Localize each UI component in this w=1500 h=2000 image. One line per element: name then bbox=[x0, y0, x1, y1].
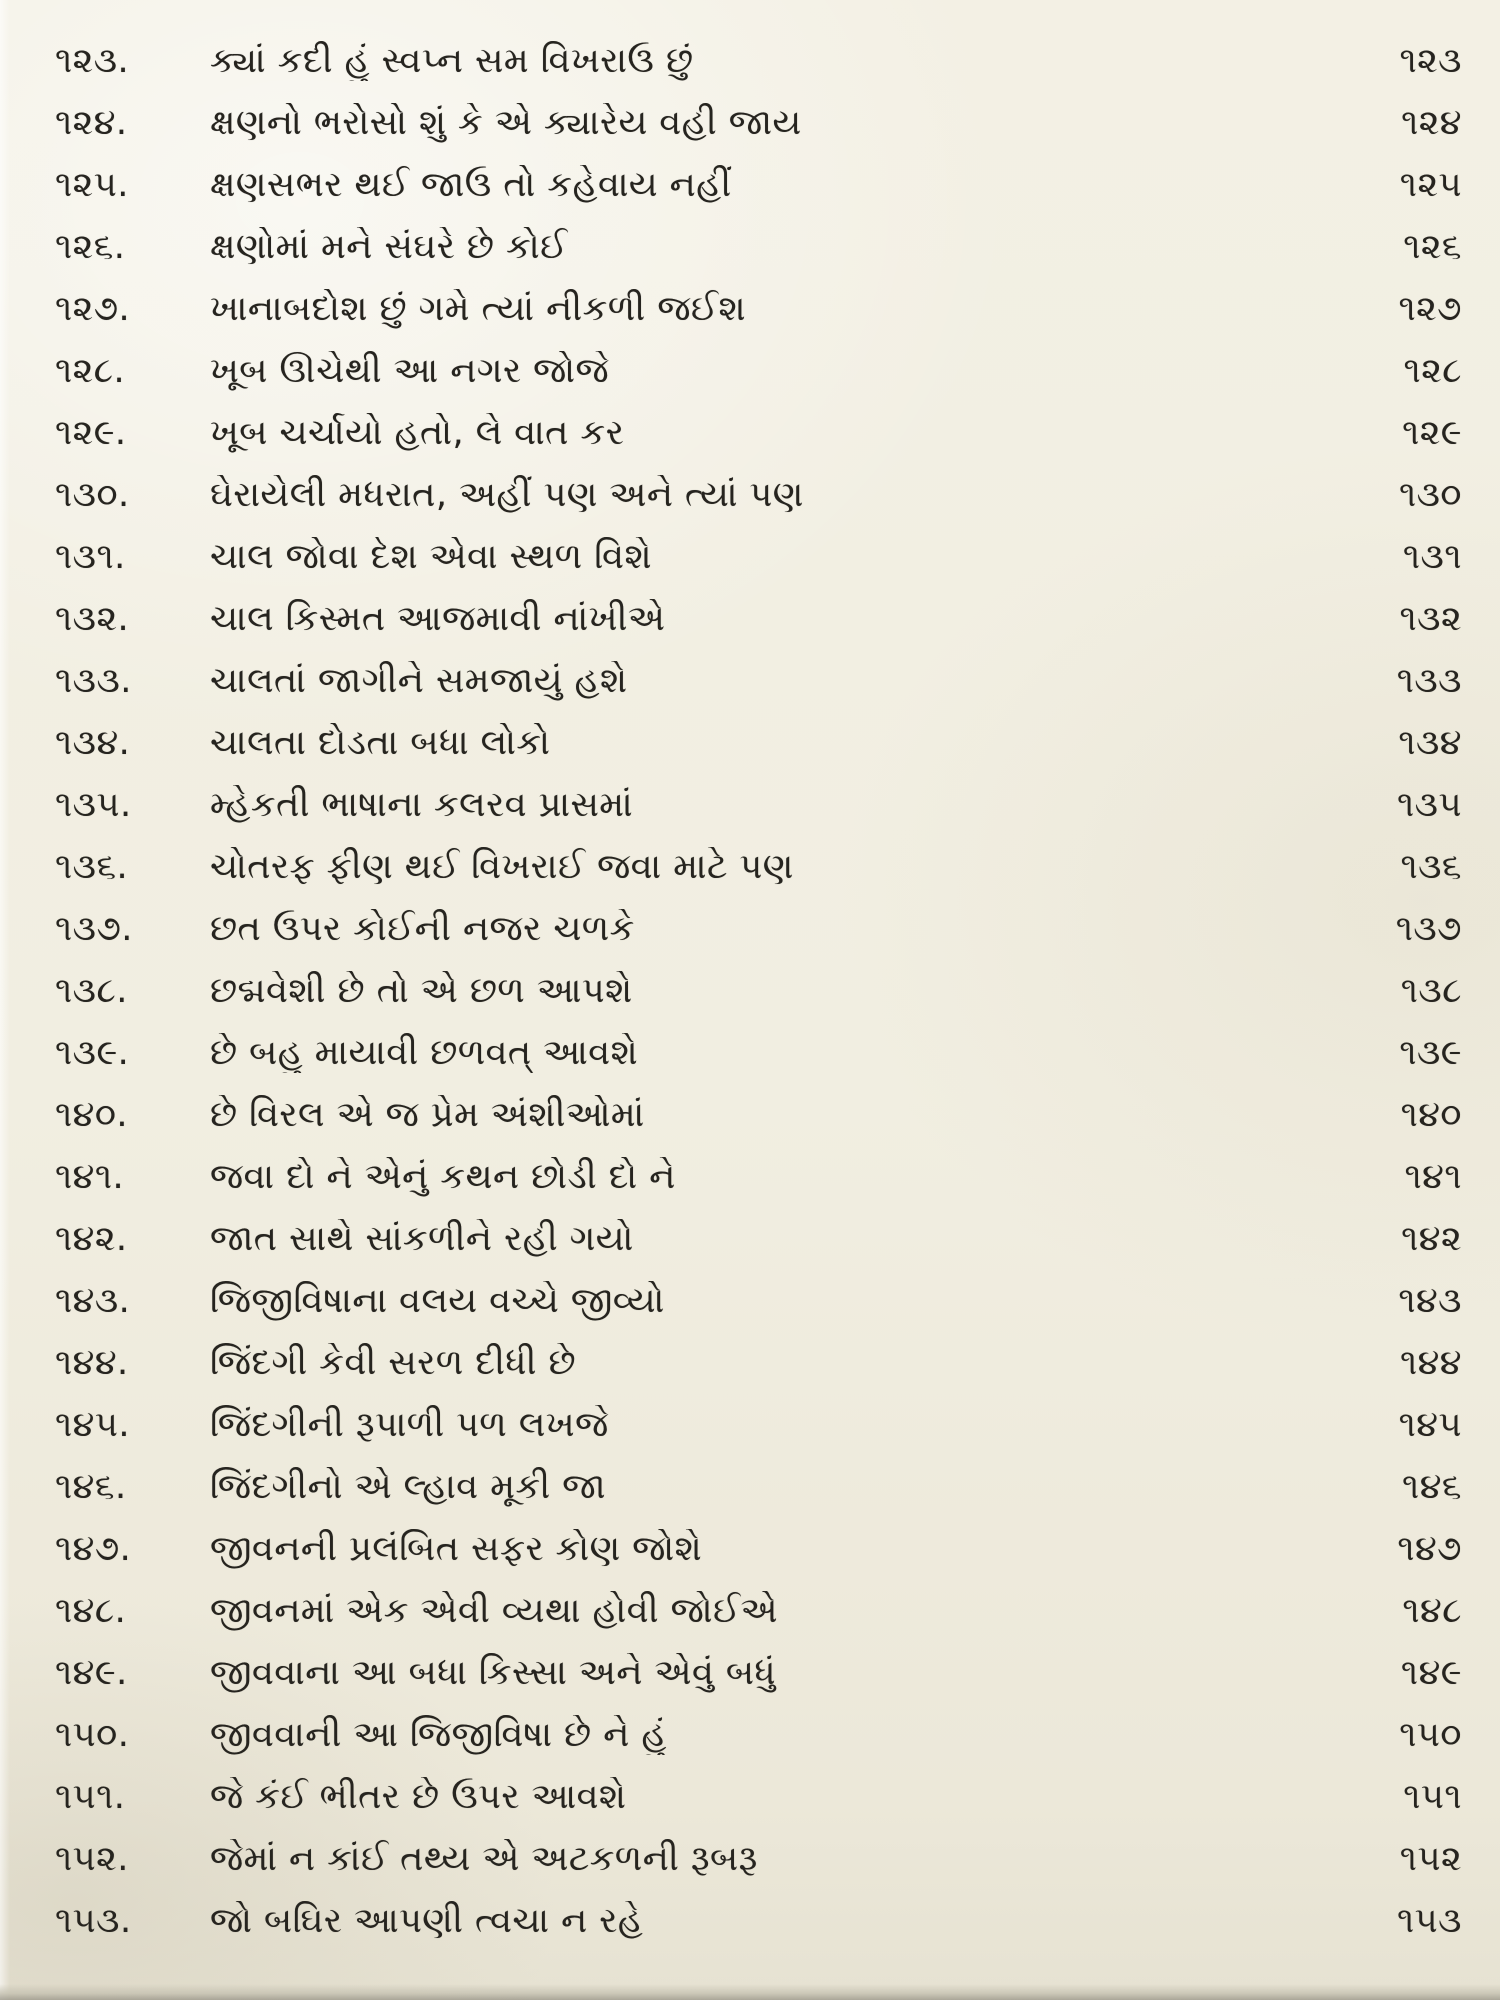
entry-page-number: ૧૨૯ bbox=[1402, 413, 1462, 453]
entry-title: છે બહુ માયાવી છળવત્ આવશે bbox=[210, 1033, 639, 1073]
entry-title: ઘેરાયેલી મધરાત, અહીં પણ અને ત્યાં પણ bbox=[210, 475, 804, 515]
entry-number: ૧૪૮. bbox=[55, 1591, 127, 1631]
index-row bbox=[0, 1208, 1500, 1270]
entry-number: ૧૩૬. bbox=[55, 847, 129, 887]
entry-number: ૧૪૩. bbox=[55, 1281, 131, 1321]
entry-number: ૧૩૯. bbox=[55, 1033, 130, 1073]
index-row bbox=[0, 1704, 1500, 1766]
index-row bbox=[0, 1580, 1500, 1642]
entry-number: ૧૩૩. bbox=[55, 661, 132, 701]
entry-page-number: ૧૨૩ bbox=[1399, 41, 1462, 81]
entry-number: ૧૩૦. bbox=[55, 475, 130, 515]
page-bottom-edge bbox=[0, 1984, 1500, 2000]
entry-number: ૧૫૦. bbox=[55, 1715, 130, 1755]
entry-number: ૧૩૨. bbox=[55, 599, 130, 639]
entry-title: ખૂબ ઊંચેથી આ નગર જોજે bbox=[210, 351, 610, 391]
entry-number: ૧૩૭. bbox=[55, 909, 133, 949]
index-row bbox=[0, 154, 1500, 216]
entry-title: જવા દો ને એનું કથન છોડી દો ને bbox=[210, 1157, 676, 1197]
entry-number: ૧૪૧. bbox=[55, 1157, 125, 1197]
entry-number: ૧૪૫. bbox=[55, 1405, 130, 1445]
entry-page-number: ૧૪૭ bbox=[1397, 1529, 1462, 1569]
entry-number: ૧૪૯. bbox=[55, 1653, 128, 1693]
entry-title: જીવનની પ્રલંબિત સફર કોણ જોશે bbox=[210, 1529, 703, 1569]
entry-page-number: ૧૨૪ bbox=[1401, 103, 1462, 143]
index-row bbox=[0, 588, 1500, 650]
entry-page-number: ૧૨૭ bbox=[1398, 289, 1462, 329]
entry-page-number: ૧૪૬ bbox=[1402, 1467, 1462, 1507]
index-row bbox=[0, 1332, 1500, 1394]
index-row bbox=[0, 1146, 1500, 1208]
index-row bbox=[0, 92, 1500, 154]
entry-page-number: ૧૩૪ bbox=[1398, 723, 1462, 763]
page-left-edge bbox=[0, 0, 10, 2000]
index-row bbox=[0, 278, 1500, 340]
entry-title: જીવનમાં એક એવી વ્યથા હોવી જોઈએ bbox=[210, 1591, 778, 1631]
entry-page-number: ૧૫૩ bbox=[1397, 1901, 1462, 1941]
index-row bbox=[0, 402, 1500, 464]
entry-page-number: ૧૨૫ bbox=[1399, 165, 1462, 205]
entry-page-number: ૧૪૦ bbox=[1400, 1095, 1462, 1135]
entry-page-number: ૧૪૫ bbox=[1398, 1405, 1462, 1445]
entry-number: ૧૫૧. bbox=[55, 1777, 126, 1817]
entry-page-number: ૧૨૬ bbox=[1403, 227, 1462, 267]
entry-title: છદ્મવેશી છે તો એ છળ આપશે bbox=[210, 971, 633, 1011]
entry-page-number: ૧૩૫ bbox=[1397, 785, 1462, 825]
entry-page-number: ૧૪૧ bbox=[1404, 1157, 1462, 1197]
entry-number: ૧૨૩. bbox=[55, 41, 130, 81]
index-row bbox=[0, 1890, 1500, 1952]
index-row bbox=[0, 1456, 1500, 1518]
index-row bbox=[0, 1394, 1500, 1456]
entry-title: ચાલ કિસ્મત આજમાવી નાંખીએ bbox=[210, 599, 666, 639]
entry-page-number: ૧૩૦ bbox=[1398, 475, 1462, 515]
entry-number: ૧૫૩. bbox=[55, 1901, 132, 1941]
entry-title: જીવવાના આ બધા કિસ્સા અને એવું બધું bbox=[210, 1653, 777, 1693]
entry-number: ૧૩૪. bbox=[55, 723, 131, 763]
index-row bbox=[0, 30, 1500, 92]
entry-page-number: ૧૩૨ bbox=[1399, 599, 1462, 639]
entry-page-number: ૧૪૨ bbox=[1401, 1219, 1462, 1259]
entry-page-number: ૧૩૯ bbox=[1399, 1033, 1462, 1073]
entry-number: ૧૪૨. bbox=[55, 1219, 128, 1259]
entry-title: મ્હેકતી ભાષાના કલરવ પ્રાસમાં bbox=[210, 785, 634, 825]
index-row bbox=[0, 1084, 1500, 1146]
entry-title: ચાલતા દોડતા બધા લોકો bbox=[210, 723, 551, 763]
entry-page-number: ૧૩૮ bbox=[1400, 971, 1462, 1011]
entry-number: ૧૨૫. bbox=[55, 165, 129, 205]
entry-number: ૧૨૭. bbox=[55, 289, 131, 329]
index-row bbox=[0, 650, 1500, 712]
entry-title: જિંદગીની રૂપાળી પળ લખજે bbox=[210, 1405, 609, 1445]
index-list bbox=[0, 30, 1500, 1952]
index-row bbox=[0, 960, 1500, 1022]
entry-title: ક્ષણોમાં મને સંઘરે છે કોઈ bbox=[210, 227, 568, 267]
entry-number: ૧૨૯. bbox=[55, 413, 127, 453]
entry-page-number: ૧૫૦ bbox=[1399, 1715, 1462, 1755]
entry-number: ૧૩૫. bbox=[55, 785, 132, 825]
entry-page-number: ૧૪૩ bbox=[1398, 1281, 1462, 1321]
entry-title: ક્ષણસભર થઈ જાઉં તો કહેવાય નહીં bbox=[210, 165, 732, 205]
index-row bbox=[0, 1518, 1500, 1580]
entry-number: ૧૪૪. bbox=[55, 1343, 129, 1383]
entry-number: ૧૪૭. bbox=[55, 1529, 132, 1569]
entry-number: ૧૨૪. bbox=[55, 103, 128, 143]
index-row bbox=[0, 1022, 1500, 1084]
index-row bbox=[0, 712, 1500, 774]
index-row bbox=[0, 1642, 1500, 1704]
index-row bbox=[0, 836, 1500, 898]
entry-number: ૧૨૮. bbox=[55, 351, 126, 391]
entry-page-number: ૧૩૭ bbox=[1395, 909, 1462, 949]
entry-page-number: ૧૨૮ bbox=[1403, 351, 1462, 391]
entry-title: ચાલ જોવા દેશ એવા સ્થળ વિશે bbox=[210, 537, 652, 577]
entry-title: ચાલતાં જાગીને સમજાયું હશે bbox=[210, 661, 628, 701]
index-row bbox=[0, 774, 1500, 836]
index-row bbox=[0, 216, 1500, 278]
entry-page-number: ૧૪૪ bbox=[1399, 1343, 1462, 1383]
entry-title: ચોતરફ ફીણ થઈ વિખરાઈ જવા માટે પણ bbox=[210, 847, 794, 887]
entry-page-number: ૧૫૨ bbox=[1399, 1839, 1462, 1879]
entry-number: ૧૩૧. bbox=[55, 537, 126, 577]
entry-title: જાત સાથે સાંકળીને રહી ગયો bbox=[210, 1219, 634, 1259]
entry-title: જિંદગીનો એ લ્હાવ મૂકી જા bbox=[210, 1467, 607, 1507]
entry-number: ૧૪૦. bbox=[55, 1095, 129, 1135]
entry-title: જિંદગી કેવી સરળ દીધી છે bbox=[210, 1343, 577, 1383]
index-row bbox=[0, 898, 1500, 960]
index-row bbox=[0, 526, 1500, 588]
index-row bbox=[0, 464, 1500, 526]
index-row bbox=[0, 1828, 1500, 1890]
entry-page-number: ૧૩૬ bbox=[1400, 847, 1462, 887]
entry-number: ૧૫૨. bbox=[55, 1839, 129, 1879]
entry-number: ૧૪૬. bbox=[55, 1467, 127, 1507]
entry-title: ક્યાં કદી હું સ્વપ્ન સમ વિખરાઉં છું bbox=[210, 41, 694, 81]
entry-page-number: ૧૩૩ bbox=[1396, 661, 1462, 701]
index-row bbox=[0, 1766, 1500, 1828]
index-row bbox=[0, 1270, 1500, 1332]
entry-page-number: ૧૪૮ bbox=[1402, 1591, 1462, 1631]
entry-page-number: ૧૫૧ bbox=[1403, 1777, 1462, 1817]
index-row bbox=[0, 340, 1500, 402]
entry-title: જો બઘિર આપણી ત્વચા ન રહે bbox=[210, 1901, 644, 1941]
entry-number: ૧૨૬. bbox=[55, 227, 126, 267]
entry-title: ખૂબ ચર્ચાયો હતો, લે વાત કર bbox=[210, 413, 625, 453]
entry-title: જેમાં ન કાંઈ તથ્ય એ અટકળની રૂબરૂ bbox=[210, 1839, 758, 1879]
entry-title: ક્ષણનો ભરોસો શું કે એ ક્યારેય વહી જાય bbox=[210, 103, 802, 143]
entry-title: છે વિરલ એ જ પ્રેમ અંશીઓમાં bbox=[210, 1095, 645, 1135]
entry-title: જીવવાની આ જિજીવિષા છે ને હું bbox=[210, 1715, 667, 1755]
entry-number: ૧૩૮. bbox=[55, 971, 128, 1011]
entry-page-number: ૧૩૧ bbox=[1402, 537, 1462, 577]
entry-title: જે કંઈ ભીતર છે ઉપર આવશે bbox=[210, 1777, 627, 1817]
entry-title: છત ઉપર કોઈની નજર ચળકે bbox=[210, 909, 635, 949]
entry-title: ખાનાબદોશ છું ગમે ત્યાં નીકળી જઈશ bbox=[210, 289, 746, 329]
entry-title: જિજીવિષાના વલય વચ્ચે જીવ્યો bbox=[210, 1281, 665, 1321]
entry-page-number: ૧૪૯ bbox=[1400, 1653, 1462, 1693]
